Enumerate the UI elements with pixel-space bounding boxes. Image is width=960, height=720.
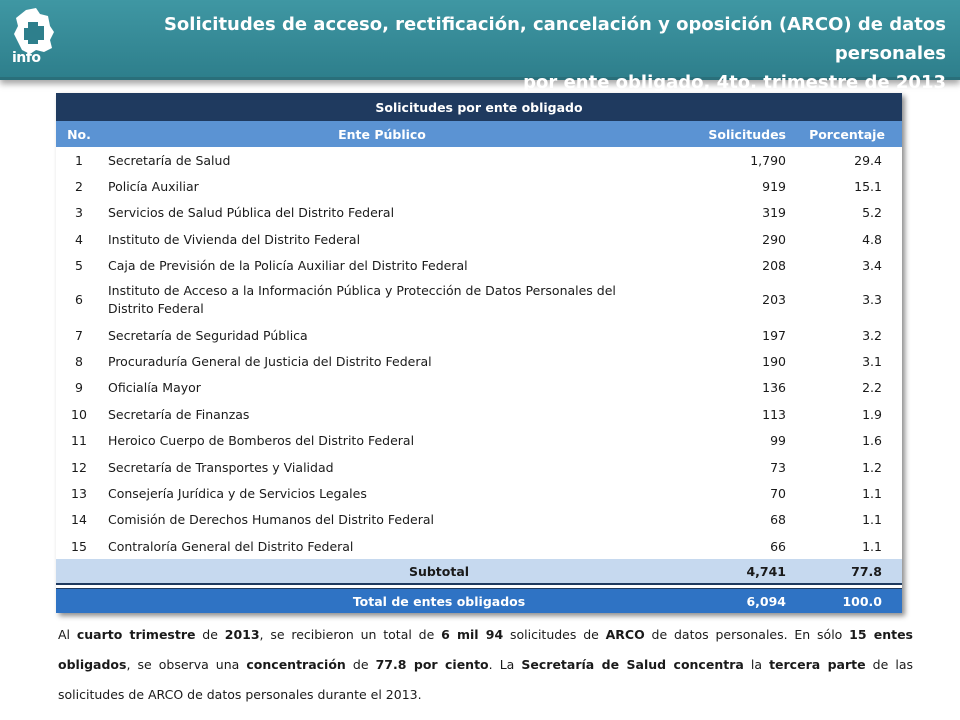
row-solicitudes: 73: [662, 454, 792, 480]
requests-table: [56, 93, 902, 613]
summary-text: . La: [488, 657, 522, 672]
requests-table-container: [56, 93, 902, 613]
summary-emphasis: Secretaría de Salud concentra: [521, 657, 744, 672]
row-ente: Caja de Previsión de la Policía Auxiliar del Distrito Federal: [102, 253, 662, 279]
row-solicitudes: 70: [662, 480, 792, 506]
table-row: [56, 200, 902, 226]
row-porcentaje: 1.1: [792, 533, 902, 559]
summary-emphasis: 6 mil 94: [441, 627, 504, 642]
row-solicitudes: 319: [662, 200, 792, 226]
row-porcentaje: 1.1: [792, 507, 902, 533]
row-solicitudes: 190: [662, 348, 792, 374]
row-porcentaje: 3.3: [792, 279, 902, 322]
table-caption: Solicitudes por ente obligado: [56, 93, 902, 121]
table-row: [56, 147, 902, 173]
table-row: [56, 173, 902, 199]
summary-emphasis: concentración: [246, 657, 346, 672]
table-row: [56, 322, 902, 348]
row-number: 2: [56, 173, 102, 199]
row-porcentaje: 1.2: [792, 454, 902, 480]
total-row: [56, 588, 902, 613]
row-porcentaje: 29.4: [792, 147, 902, 173]
summary-text: de: [345, 657, 376, 672]
summary-emphasis: 77.8 por ciento: [375, 657, 489, 672]
table-row: [56, 375, 902, 401]
summary-text: de datos personales. En sólo: [644, 627, 850, 642]
summary-text: de las solicitudes de ARCO de datos personales durante el 2013.: [58, 657, 914, 702]
row-porcentaje: 3.1: [792, 348, 902, 374]
row-ente: Consejería Jurídica y de Servicios Legales: [102, 480, 662, 506]
row-number: 8: [56, 348, 102, 374]
subtotal-label: Subtotal: [102, 559, 662, 584]
row-porcentaje: 1.6: [792, 428, 902, 454]
row-solicitudes: 290: [662, 226, 792, 252]
table-row: [56, 401, 902, 427]
row-solicitudes: 197: [662, 322, 792, 348]
total-label: Total de entes obligados: [102, 588, 662, 613]
row-solicitudes: 66: [662, 533, 792, 559]
row-number: 15: [56, 533, 102, 559]
table-row: [56, 348, 902, 374]
row-ente: Oficialía Mayor: [102, 375, 662, 401]
page-title-line-1: Solicitudes de acceso, rectificación, cancelación y oposición (ARCO) de datos personales: [163, 14, 946, 64]
row-porcentaje: 2.2: [792, 375, 902, 401]
total-solicitudes: 6,094: [662, 588, 792, 613]
table-row: [56, 533, 902, 559]
page-title: [86, 10, 946, 97]
header-banner: [0, 0, 960, 93]
row-solicitudes: 208: [662, 253, 792, 279]
summary-emphasis: 15 entes obligados: [58, 627, 913, 672]
row-solicitudes: 919: [662, 173, 792, 199]
subtotal-solicitudes: 4,741: [662, 559, 792, 584]
row-porcentaje: 1.9: [792, 401, 902, 427]
table-row: [56, 454, 902, 480]
row-number: 3: [56, 200, 102, 226]
column-header-solicitudes: Solicitudes: [662, 121, 792, 147]
summary-text: solicitudes de: [503, 627, 606, 642]
row-porcentaje: 4.8: [792, 226, 902, 252]
row-ente: Servicios de Salud Pública del Distrito Federal: [102, 200, 662, 226]
logo-text: info: [12, 50, 41, 66]
summary-paragraph: [58, 620, 913, 710]
row-porcentaje: 3.2: [792, 322, 902, 348]
table-row: [56, 279, 902, 322]
row-ente: Procuraduría General de Justicia del Distrito Federal: [102, 348, 662, 374]
column-header-ente: Ente Público: [102, 121, 662, 147]
subtotal-row: [56, 559, 902, 584]
summary-emphasis: tercera parte: [769, 657, 866, 672]
summary-emphasis: ARCO: [605, 627, 645, 642]
row-porcentaje: 15.1: [792, 173, 902, 199]
row-solicitudes: 68: [662, 507, 792, 533]
column-header-no: No.: [56, 121, 102, 147]
summary-text: Al: [58, 627, 77, 642]
row-number: 13: [56, 480, 102, 506]
summary-emphasis: 2013: [224, 627, 260, 642]
row-ente: Secretaría de Transportes y Vialidad: [102, 454, 662, 480]
row-solicitudes: 1,790: [662, 147, 792, 173]
row-porcentaje: 1.1: [792, 480, 902, 506]
summary-text: , se recibieron un total de: [259, 627, 442, 642]
row-ente: Instituto de Vivienda del Distrito Federal: [102, 226, 662, 252]
row-solicitudes: 203: [662, 279, 792, 322]
row-number: 10: [56, 401, 102, 427]
row-ente: Secretaría de Seguridad Pública: [102, 322, 662, 348]
row-solicitudes: 99: [662, 428, 792, 454]
row-number: 12: [56, 454, 102, 480]
summary-text: , se observa una: [126, 657, 247, 672]
table-row: [56, 507, 902, 533]
row-number: 7: [56, 322, 102, 348]
row-ente: Secretaría de Salud: [102, 147, 662, 173]
row-number: 4: [56, 226, 102, 252]
row-porcentaje: 3.4: [792, 253, 902, 279]
summary-text: de: [195, 627, 225, 642]
table-header-row: [56, 121, 902, 147]
total-porcentaje: 100.0: [792, 588, 902, 613]
row-number: 11: [56, 428, 102, 454]
row-ente: Heroico Cuerpo de Bomberos del Distrito Federal: [102, 428, 662, 454]
summary-emphasis: cuarto trimestre: [76, 627, 196, 642]
row-number: 6: [56, 279, 102, 322]
row-solicitudes: 113: [662, 401, 792, 427]
row-porcentaje: 5.2: [792, 200, 902, 226]
subtotal-porcentaje: 77.8: [792, 559, 902, 584]
summary-text: la: [743, 657, 770, 672]
row-number: 14: [56, 507, 102, 533]
row-number: 9: [56, 375, 102, 401]
table-row: [56, 480, 902, 506]
page-title-line-2: por ente obligado, 4to. trimestre de 2013: [523, 72, 946, 93]
column-header-porcentaje: Porcentaje: [792, 121, 902, 147]
row-number: 1: [56, 147, 102, 173]
row-ente: Contraloría General del Distrito Federal: [102, 533, 662, 559]
table-row: [56, 253, 902, 279]
table-row: [56, 226, 902, 252]
row-solicitudes: 136: [662, 375, 792, 401]
row-ente: Instituto de Acceso a la Información Pública y Protección de Datos Personales del Distrito Federal: [102, 279, 662, 322]
row-ente: Secretaría de Finanzas: [102, 401, 662, 427]
row-ente: Policía Auxiliar: [102, 173, 662, 199]
table-row: [56, 428, 902, 454]
row-ente: Comisión de Derechos Humanos del Distrito Federal: [102, 507, 662, 533]
row-number: 5: [56, 253, 102, 279]
